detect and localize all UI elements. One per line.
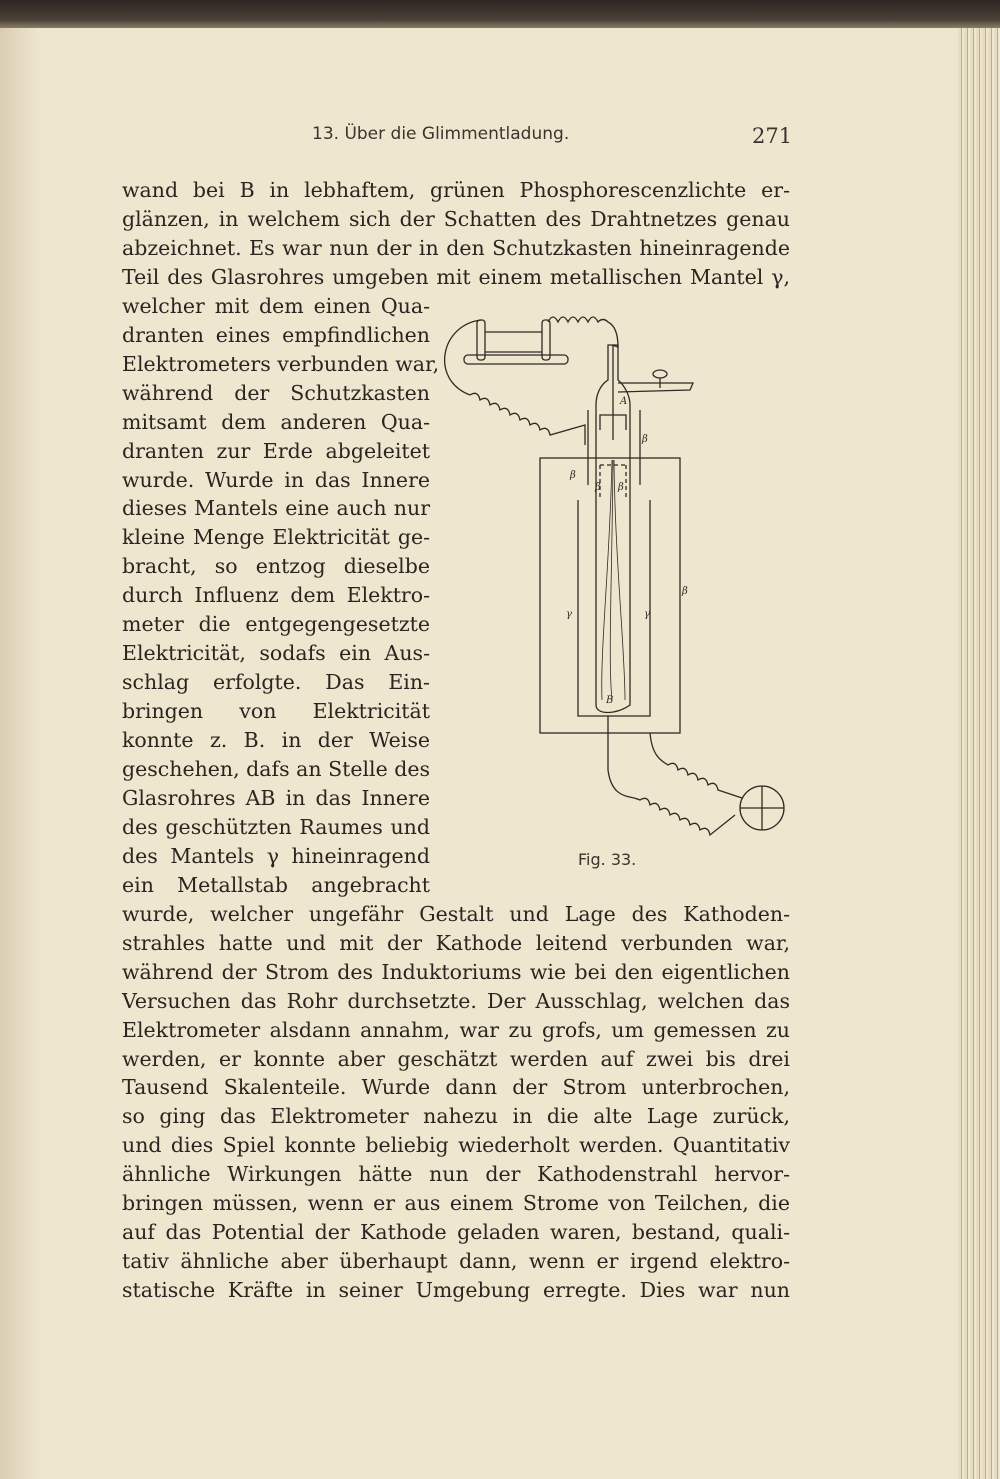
text-line: schlag erfolgte. Das Ein- [122,670,430,695]
text-line: mitsamt dem anderen Qua- [122,409,430,434]
label-B: B [606,695,614,706]
text-line: während der Strom des Induktoriums wie bei den eigentlichen [122,959,790,984]
page-gutter-shadow [0,28,40,1479]
label-gamma: γ [566,609,572,620]
text-line: konnte z. B. in der Weise [122,728,430,753]
text-line: glänzen, in welchem sich der Schatten des Drahtnetzes genau [122,206,790,231]
text-line: dranten eines empfindlichen [122,322,430,347]
book-cover-edge [0,0,1000,28]
figure-caption: Fig. 33. [578,850,637,869]
text-line: Teil des Glasrohres umgeben mit einem metallischen Mantel γ, [122,264,790,289]
text-line: welcher mit dem einen Qua- [122,293,430,318]
text-line: Glasrohres AB in das Innere [122,785,430,810]
text-line: strahles hatte und mit der Kathode leitend verbunden war, [122,930,790,955]
text-line: dieses Mantels eine auch nur [122,496,430,521]
label-beta: β [570,470,576,481]
page-number: 271 [752,124,793,148]
coiled-wire-bottom [608,716,735,835]
text-line: bringen von Elektricität [122,699,430,724]
text-line: Elektrometer alsdann annahm, war zu grofs, um gemessen zu [122,1017,790,1042]
gamma-mantle [578,500,650,716]
text-line: meter die entgegengesetzte [122,612,430,637]
running-title: 13. Über die Glimmentladung. [312,124,570,144]
text-line: Elektrometers verbunden war, [122,351,440,376]
text-line: Elektricität, sodafs ein Aus- [122,641,430,666]
text-line: Tausend Skalenteile. Wurde dann der Strom unterbrochen, [122,1075,790,1100]
text-line: auf das Potential der Kathode geladen waren, bestand, quali- [122,1220,790,1245]
text-line: geschehen, dafs an Stelle des [122,757,431,781]
text-line: des geschützten Raumes und [122,814,430,839]
text-line: tativ ähnliche aber überhaupt dann, wenn er irgend elektro- [122,1249,790,1274]
text-line: abzeichnet. Es war nun der in den Schutzkasten hineinragende [122,235,790,260]
label-beta: β [618,482,624,493]
label-gamma: γ [644,609,650,620]
text-line: statische Kräfte in seiner Umgebung erregte. Dies war nun [122,1278,790,1303]
induction-coil [445,320,568,395]
label-beta: β [682,586,688,597]
text-line: dranten zur Erde abgeleitet [122,438,430,463]
text-line: ein Metallstab angebracht [122,872,430,897]
text-line: wand bei B in lebhaftem, grünen Phosphorescenzlichte er- [122,178,790,202]
electrometer-quadrants [740,786,784,830]
discharge-tube [596,345,693,713]
text-line: ähnliche Wirkungen hätte nun der Kathodenstrahl hervor- [122,1162,790,1187]
text-line: wurde, welcher ungefähr Gestalt und Lage des Kathoden- [122,901,790,926]
text-line: Versuchen das Rohr durchsetzte. Der Ausschlag, welchen das [122,988,790,1013]
text-line: während der Schutzkasten [122,380,430,405]
text-line: so ging das Elektrometer nahezu in die alte Lage zurück, [122,1104,790,1129]
protective-box [540,458,680,733]
label-beta: β [642,434,648,445]
page-stack-edge [958,28,1000,1479]
text-line: bringen müssen, wenn er aus einem Strome von Teilchen, die [122,1191,790,1216]
text-line: des Mantels γ hineinragend [122,843,430,868]
text-line: kleine Menge Elektricität ge- [122,525,430,550]
figure-33-apparatus-diagram [440,300,800,850]
coiled-wire-right [650,733,742,798]
label-beta: β [595,482,601,493]
coiled-wire-left [470,393,585,445]
text-line: bracht, so entzog dieselbe [122,554,430,579]
text-line: werden, er konnte aber geschätzt werden auf zwei bis drei [122,1046,790,1071]
label-A: A [620,396,628,407]
text-line: wurde. Wurde in das Innere [122,467,430,492]
coiled-wire-top [548,317,618,347]
text-line: durch Influenz dem Elektro- [122,583,430,608]
text-line: und dies Spiel konnte beliebig wiederholt werden. Quantitativ [122,1133,790,1158]
